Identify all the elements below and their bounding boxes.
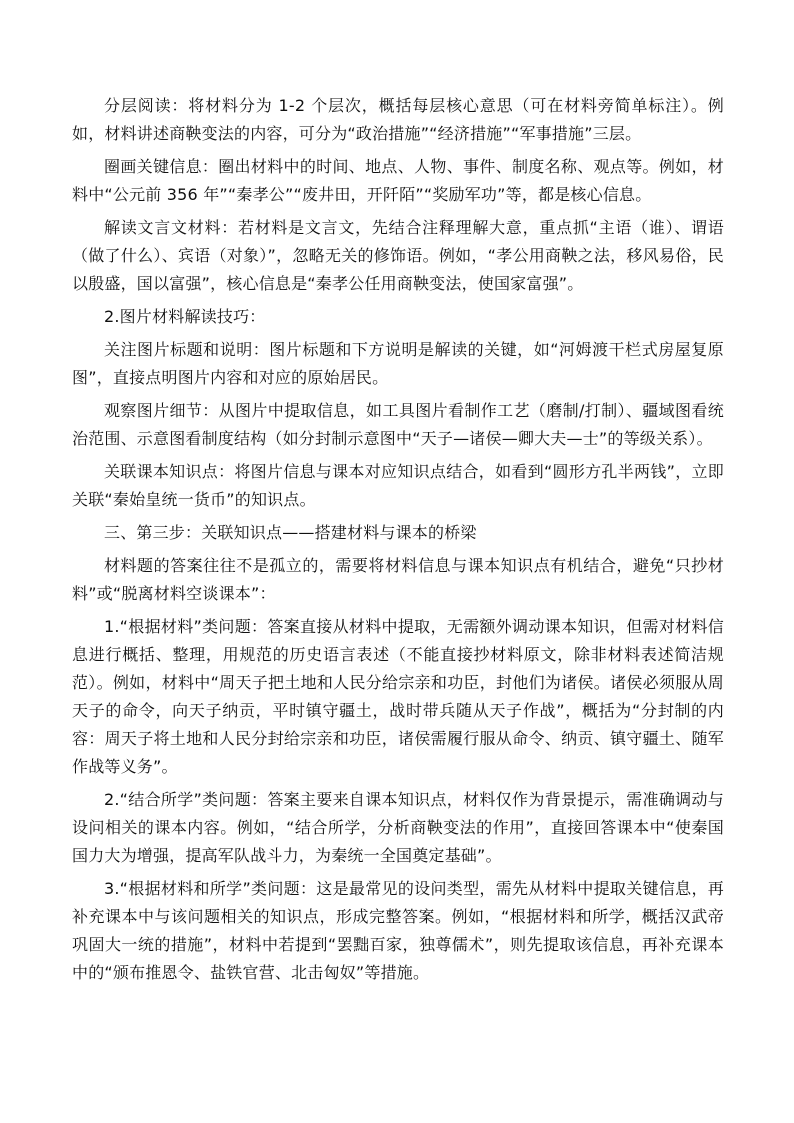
paragraph-image-title: 关注图片标题和说明：图片标题和下方说明是解读的关键，如“河姆渡干栏式房屋复原图”，直接点明图片内容和对应的原始居民。 (72, 340, 724, 387)
paragraph-link-knowledge: 关联课本知识点：将图片信息与课本对应知识点结合，如看到“圆形方孔半两钱”，立即关联“秦始皇统一货币”的知识点。 (72, 462, 724, 509)
paragraph-according-to-material: 1.“根据材料”类问题：答案直接从材料中提取，无需额外调动课本知识，但需对材料信息进行概括、整理，用规范的历史语言表述（不能直接抄材料原文，除非材料表述简洁规范）。例如，材料中“周天子把土地和人民分给宗亲和功臣，封他们为诸侯。诸侯必须服从周天子的命令，向天子纳贡，平时镇守疆土，战时带兵随从天子作战”，概括为“分封制的内容：周天子将土地和人民分封给宗亲和功臣，诸侯需履行服从命令、纳贡、镇守疆土、随军作战等义务”。 (72, 617, 724, 776)
paragraph-key-info: 圈画关键信息：圈出材料中的时间、地点、人物、事件、制度名称、观点等。例如，材料中“公元前 356 年”“秦孝公”“废井田，开阡陌”“奖励军功”等，都是核心信息。 (72, 157, 724, 204)
paragraph-classical-chinese: 解读文言文材料：若材料是文言文，先结合注释理解大意，重点抓“主语（谁）、谓语（做了什么）、宾语（对象）”，忽略无关的修饰语。例如，“孝公用商鞅之法，移风易俗，民以殷盛，国以富强”，核心信息是“秦孝公任用商鞅变法，使国家富强”。 (72, 218, 724, 293)
paragraph-step-three-intro: 材料题的答案往往不是孤立的，需要将材料信息与课本知识点有机结合，避免“只抄材料”或“脱离材料空谈课本”： (72, 556, 724, 603)
document-page (72, 92, 724, 992)
subheading-image-material: 2.图片材料解读技巧： (104, 307, 266, 326)
paragraph-layered-reading: 分层阅读：将材料分为 1-2 个层次，概括每层核心意思（可在材料旁简单标注）。例如，材料讲述商鞅变法的内容，可分为“政治措施”“经济措施”“军事措施”三层。 (72, 96, 724, 143)
section-heading-step-three: 三、第三步：关联知识点——搭建材料与课本的桥梁 (104, 523, 477, 542)
paragraph-image-details: 观察图片细节：从图片中提取信息，如工具图片看制作工艺（磨制/打制）、疆域图看统治范围、示意图看制度结构（如分封制示意图中“天子—诸侯—卿大夫—士”的等级关系）。 (72, 401, 724, 448)
paragraph-combined-learning: 2.“结合所学”类问题：答案主要来自课本知识点，材料仅作为背景提示，需准确调动与设问相关的课本内容。例如，“结合所学，分析商鞅变法的作用”，直接回答课本中“使秦国国力大为增强，提高军队战斗力，为秦统一全国奠定基础”。 (72, 790, 724, 865)
paragraph-material-and-learning: 3.“根据材料和所学”类问题：这是最常见的设问类型，需先从材料中提取关键信息，再补充课本中与该问题相关的知识点，形成完整答案。例如，“根据材料和所学，概括汉武帝巩固大一统的措施”，材料中若提到“罢黜百家，独尊儒术”，则先提取该信息，再补充课本中的“颁布推恩令、盐铁官营、北击匈奴”等措施。 (72, 879, 724, 982)
